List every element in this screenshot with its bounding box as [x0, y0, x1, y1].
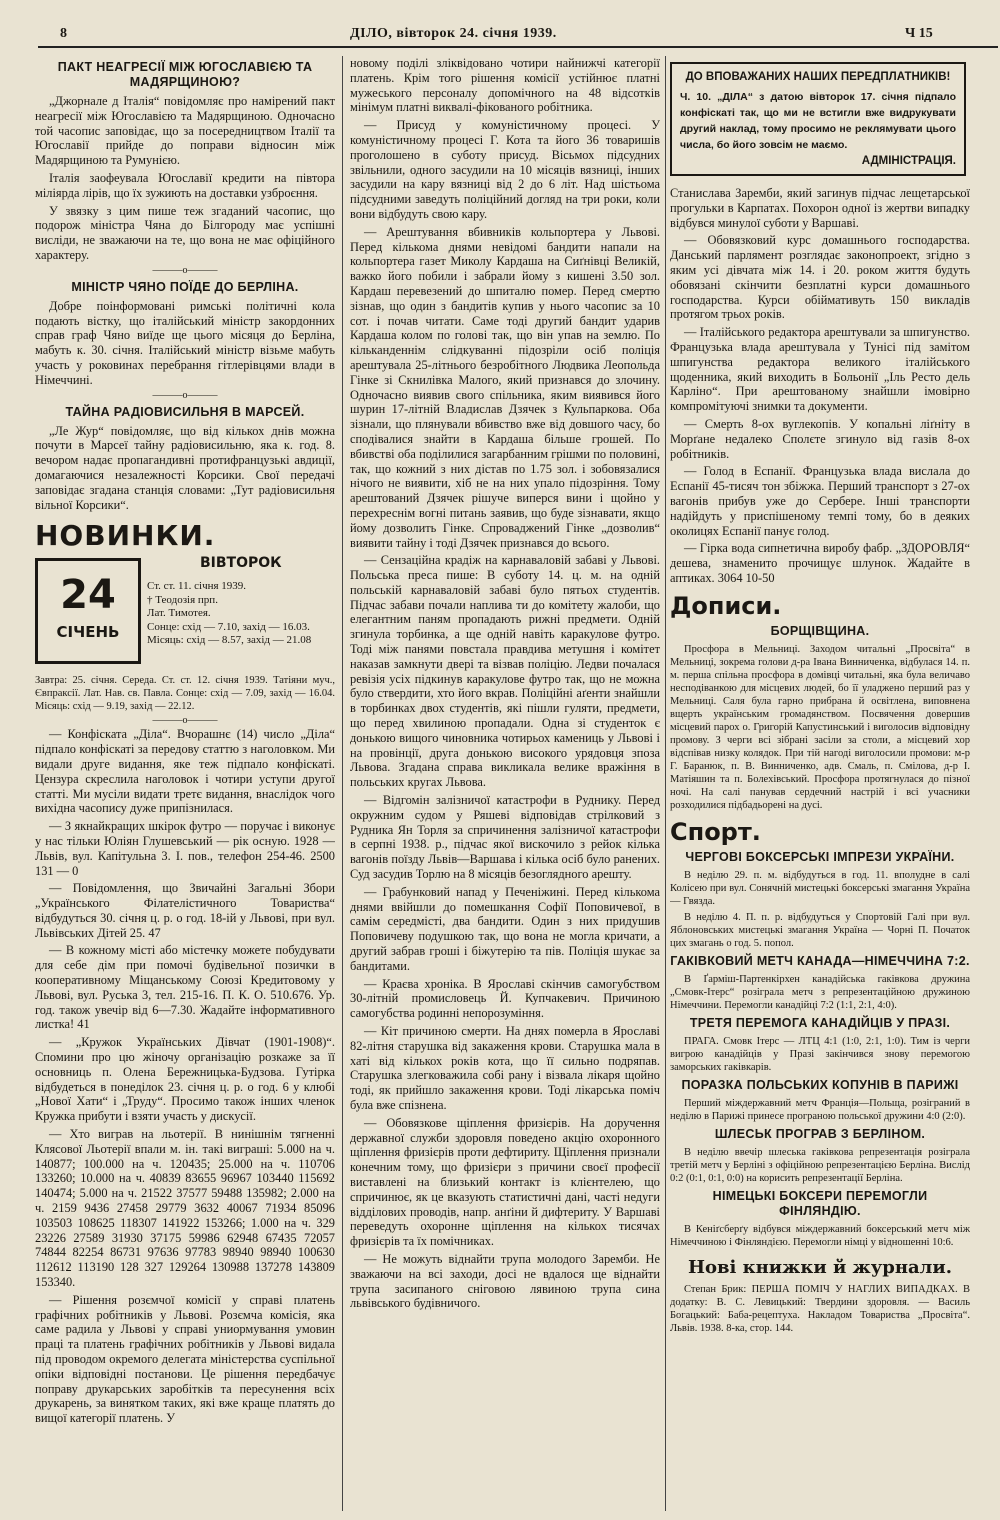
- news-item: — Арештування вбивників кольпортера у Львові. Перед кількома днями невідомі бандити напали на кольпортера газет Миколу Кардаша на Сиґнівці Великій, важко його побили і забрали йому з кишені 3.50 зол. Кардаш перевезений до шпиталю помер. Перед смертю зізнав, що один з бандитів купив у нього часопис за 10 сот. і почав читати. Саме тоді другий бандит ударив Кардаша колом по голові так, що він упав на землю. По кільканденнім слідкуванні підозріли осіб поліція арештувала 25-літнього безробітного Людвика Леопольда Гінке зі Скнилівка Малого, який признався до злочину. Одночасно виявив свого спільника, яким виявився його шурин 17-літній Владислав Дзячек з Кульпаркова. Оба зізнали, що плянували вбивство вже від довшого часу, бо сподівалися знайти в Кардаша більше грошей. По вбивстві оба поділилися загарбанним грішми по половині, так, що кожний з них дістав по 1.75 зол. і зобовязалися нічого не виявити, хіб не на них упало підозріння. Тому арештований Дзячек рішуче виперся вини і щойно у перехреснім вогні питань заявив, що буде зізнавати, якщо йому дозволить Гінке. Спроваджений Гінке „дозволив“ виявити тайну і тоді Дзячек признався до всього.: [350, 224, 660, 550]
- issue-number: Ч 15: [905, 26, 933, 41]
- news-item: — Обовязкове щіплення фризієрів. На доручення державної служби здоровля поведено акцію охоронного щіплення фризієрів проти дефтириту. Щіплення признали конечним тому, що фризієри з причини своєї професії виставлені на близький контакт із клієнтелею, що спричинює, як це вказують статистичні дані, часті недуги відділових проводів, напр. анґіни й дифтериту. У Варшаві переведуть охоронне щіплення на кількох тисячах фризієрів та їх помічниках.: [350, 1115, 660, 1249]
- calendar-line: Ст. ст. 11. січня 1939.: [147, 580, 247, 593]
- sport-paragraph: Перший міждержавний метч Франція—Польща, розіграний в неділю в Парижі принесе програною польської дружини 4:0 (2:0).: [670, 1097, 970, 1122]
- column-divider: [342, 56, 343, 1511]
- article-headline: ПАКТ НЕАГРЕСІЇ МІЖ ЮГОСЛАВІЄЮ ТА МАДЯРЩИНОЮ?: [57, 60, 313, 89]
- calendar-line: Місяць: схід — 8.57, захід — 21.08: [147, 634, 312, 647]
- date-month: СІЧЕНЬ: [56, 623, 120, 642]
- sport-headline: ТРЕТЯ ПЕРЕМОГА КАНАДІЙЦІВ У ПРАЗІ.: [689, 1015, 951, 1030]
- news-item: — Голод в Еспанії. Французька влада вислала до Еспанії 45-тисяч тон збіжжа. Перший транспорт з 27-ох вагонів прибув уже до Сербере. Інші транспорти надійдуть у приспішеному темпі тому, бо в деяких околицях Еспанії панує голод.: [670, 464, 970, 538]
- calendar-line: Лат. Тимотея.: [147, 607, 211, 620]
- calendar-line: Сонце: схід — 7.10, захід — 16.03.: [147, 620, 310, 633]
- page-header: [0, 0, 1000, 48]
- news-item: — Не можуть віднайти трупа молодого Заремби. Не зважаючи на всі заходи, досі не вдалося ще віднайти трупа засипаного сніговою лявиною трупа сина львівського будівничого.: [350, 1251, 660, 1311]
- sport-headline: ЧЕРГОВІ БОКСЕРСЬКІ ІМПРЕЗИ УКРАЇНИ.: [685, 849, 955, 864]
- sport-headline: ШЛЕСЬК ПРОГРАВ З БЕРЛІНОМ.: [714, 1126, 926, 1141]
- article-paragraph: „Джорнале д Італія“ повідомляє про намірений пакт неагресії між Югославією та Мадярщиною. Одночасно той часопис заповідає, що за посередництвом Італії та Югославії прийде до поправи відносин між Мадярщиною та Румунією.: [35, 94, 335, 168]
- news-item: Станислава Заремби, який загинув підчас лещетарської прогульки в Карпатах. Похорон одної із жертви випадку відбувся минулої суботи у Варшаві.: [670, 186, 970, 230]
- sport-headline: ГАКІВКОВИЙ МЕТЧ КАНАДА—НІМЕЧЧИНА 7:2.: [670, 953, 970, 968]
- sport-headline: ПОРАЗКА ПОЛЬСЬКИХ КОПУНІВ В ПАРИЖІ: [681, 1077, 959, 1092]
- separator: ———o———: [152, 264, 218, 276]
- news-item: — Грабунковий напад у Печеніжині. Перед кількома днями ввійшли до помешкання Софії Поповичевої, в самім середмісті, два бандити. Один з них придушив Поповичеву подушкою так, що вона не могла кричати, а другий забрав гроші і біжутерію та пів. Поліція шукає за бандитами.: [350, 884, 660, 973]
- news-item: — Рішення розємчої комісії у справі платень графічних робітників у Львові. Розємча комісія, яка саме радила у Львові у справі униормування умовин праці та платень графічних робітників у Львові видала під проводом окремого делегата міністерства суспільної опіки відповідні постанови. Це рішення передбачує поправу друкарських заробітків та пересунення всіх друкарень, за винятком таких, які вже краще платять до вищої категорії платень. У: [35, 1292, 335, 1426]
- section-title-dopysy: Дописи.: [670, 591, 782, 620]
- masthead: ДІЛО, вівторок 24. січня 1939.: [350, 26, 557, 41]
- news-item: — Повідомлення, що Звичайні Загальні Збори „Українського Філателістичного Товариства“ відбудуться 30. січня ц. р. о год. 18-ій у Львові, при вул. Львівських Дітей 25. 47: [35, 881, 335, 940]
- article-headline: МІНІСТР ЧЯНО ПОЇДЕ ДО БЕРЛІНА.: [71, 279, 299, 294]
- column-2: [350, 56, 660, 1516]
- subscriber-notice: [670, 62, 966, 176]
- separator: ———o———: [152, 715, 218, 727]
- news-item: — Присуд у комуністичному процесі. У комуністичному процесі Г. Кота та його 36 товаришів проголошено в суботу присуд. Вісьмох підсудних звільнили, одного засудили на 10 місяців вязниці, інших засудили на кару вязниці від 2 до 6 літ. Над шістьома підсудними заведуть поліційний догляд на три роки, коли вони відбудуть свою кару.: [350, 118, 660, 221]
- news-item: — Краєва хроніка. В Ярославі скінчив самогубством 30-літній промисловець Й. Купчакевич. Причиною самогубства родинні непорозуміння.: [350, 976, 660, 1021]
- news-item: — „Кружок Українських Дівчат (1901-1908)“. Спомини про цю жіночу організацію розкаже за її основниць п. Олена Бережницька-Будзова. Гутірка відбудеться в понеділок 23. січня ц. р. о год. 6 у клюбі „Нової Хати“ і „Труду“. Просимо також інших членок Кружка прибути і взяти участь у дискусії.: [35, 1035, 335, 1124]
- column-1: [35, 56, 335, 1516]
- weekday: ВІВТОРОК: [200, 555, 282, 572]
- notice-title: ДО ВПОВАЖАНИХ НАШИХ ПЕРЕДПЛАТНИКІВ!: [685, 71, 951, 83]
- sport-paragraph: ПРАГА. Смовк Ітерс — ЛТЦ 4:1 (1:0, 2:1, 1:0). Тим із черги вигрою канадійців у Празі закінчився знову перемогою заморських гаківкарів.: [670, 1035, 970, 1073]
- date-day: 24: [60, 572, 116, 619]
- news-item: — Кіт причиною смерти. На днях померла в Ярославі 82-літня старушка від закаження крови. Старушка мала в хаті від кількох років кота, що її сильно подряпав. Старушка злегковажила собі рану і візвала лікаря щойно тоді, як прийшло закаження крови. Тоді лікарська поміч була вже спізнена.: [350, 1024, 660, 1112]
- news-item: — Італійського редактора арештували за шпигунство. Французька влада арештувала у Тунісі під замітом шпигунства редактора великого італійського щоденника, який виходить в Больонії „Іль Ресто дель Карліно“. При арештованому знайшли імовірно компромітуючі знимки та документи.: [670, 325, 970, 414]
- article-paragraph: „Ле Жур“ повідомляє, що від кількох днів можна почути в Марсеї тайну радіовисильню, яка к. год. 8. вечором надає пропагандивні протифранцузькі авдиції, домагаючися незалежності Корсики. Свої передачі заповідає згадана станція словами: „Тут радіовисильня вільної Корсики“.: [35, 423, 335, 512]
- section-title-sport: Спорт.: [670, 817, 761, 846]
- news-item: — Обовязковий курс домашнього господарства. Данський парлямент розглядає законопроект, згідно з яким усі дівчата між 14. і 20. роком життя будуть обовязані скінчити безплатні курси домашнього господарства. Курси обіймативуть 150 викладів протягом трьох років.: [670, 233, 970, 322]
- article-paragraph: Просфора в Мельниці. Заходом читальні „Просвіта“ в Мельниці, зокрема голови д-ра Івана Винниченка, відбулася 14. п. м. перша спільна просфора в домівці читальні, яка була величаво несподіванкою для місцевих людей, бо її уладжено перший раз у Мельниці. Саля була гарно прибрана й освітлена, виповнена вщерть українським громадянством. Посвячення довершив місцевий парох о. Григорій Капустинський і виголосив відповідну промову. З черги всі зібрані засіли за столи, а місцевий хор відспівав низку колядок. При тій нагоді виголосили промови: м-р Г. Баранюк, п. В. Винниченко, адв. Смаль, п. Смілова, д-р І. Матіяшин та п. Болехівський. Просфора протягнулася до пізної ночі. На салі панував сердечний настрій і всі учасники розходилися підбадьорені на дусі.: [670, 643, 970, 811]
- column-3: [670, 56, 970, 1516]
- news-item: — Відгомін залізничої катастрофи в Руднику. Перед окружним судом у Ряшеві відповідав стрілковий з Рудника Ян Торля за спричинення залізничої катастрофи в серпні 1938. р., підчас якої вискочило з рейок кілька вагонів поїзду Львів—Варшава і кілька осіб було ранених. Суд засудив Торлю на 8 місяців безоглядного арешту.: [350, 793, 660, 882]
- article-paragraph: У звязку з цим пише теж згаданий часопис, що подорож міністра Чяна до Білгороду має успішні висліди, не зважаючи на те, що вона не має офіційного характеру.: [35, 203, 335, 262]
- news-item: — Хто виграв на льотерії. В нинішнім тягненні Клясової Льотерії впали м. ін. такі виграші: 5.000 на ч. 140877; 100.000 на ч. 120435; 25.000 на ч. 110706 133260; 10.000 на ч. 40839 83655 96967 103440 115692 140474; 5.000 на ч. 21522 37577 59488 135982; 2.000 на ч. 2159 9436 27458 29779 3632 40067 71934 85096 103503 108625 118307 141922 153266; 1.000 на ч. 329 23226 27589 31930 37175 59986 62948 67435 72057 74844 82254 86731 97636 97783 98940 98940 100630 112612 113190 128 327 129264 130988 137278 143809 153340.: [35, 1127, 335, 1290]
- article-headline: БОРЩІВЩИНА.: [770, 623, 870, 638]
- notice-signature: АДМІНІСТРАЦІЯ.: [861, 155, 956, 167]
- sport-paragraph: В неділю ввечір шлеська гаківкова репрезентація розіграла третій метч у Берліні з офіційною репрезентацією Берліна. Вислід 0:2 (0:1, 0:1, 0:0) на корисить репрезентації Берліна.: [670, 1146, 970, 1184]
- sport-paragraph: В неділю 29. п. м. відбудуться в год. 11. вполудне в салі Колісею при вул. Сонячній мистецькі боксерські змагання Україна — Гвязда.: [670, 869, 970, 907]
- calendar-box: [35, 555, 335, 670]
- news-item: — З якнайкращих шкірок футро — поручає і виконує у нас тільки Юліян Глушевський — рік осную. 1928 — Львів, вул. Капітульна 3. І. пов., телефон 254-46. 2500 131 — 0: [35, 819, 335, 878]
- news-item: — В кожному місті або містечку можете побудувати для себе дім при помочі будівельної позички в кооперативному Міщанському Союзі Кредитовому у Львові, вул. Руська 3, тел. 215-16. П. К. О. 510.676. Ур. год. також увечір від 6—7.30. Жадайте інформативного листка! 41: [35, 943, 335, 1032]
- separator: ———o———: [152, 389, 218, 401]
- sport-paragraph: В Ґарміш-Партенкірхен канадійська гаківкова дружина „Смовк-Ітерс“ розіграла метч з репрезентаційною дружиною Німеччини. Перемогли канадійці 7:2 (1:1, 2:1, 4:0).: [670, 973, 970, 1011]
- calendar-line: † Теодозія прп.: [147, 593, 218, 606]
- section-title-novynky: НОВИНКИ.: [35, 519, 216, 553]
- section-title-books: Нові книжки й журнали.: [688, 1256, 952, 1278]
- news-item: — Конфіската „Діла“. Вчорашнє (14) число „Діла“ підпало конфіскаті за передову статтю з наголовком. Ми видали друге видання, яке теж підпало конфіскаті. Цензура скреслила наголовок і чотири уступи другої статті. Ми мусіли видати третє видання, внаслідок чого вихідна часопису дуже припізнилася.: [35, 727, 335, 816]
- book-listing: Степан Брик: ПЕРША ПОМІЧ У НАГЛИХ ВИПАДКАХ. В додатку: В. С. Левицький: Твердини здоровля. — Василь Богацький: Баба-рецептуха. Накладом Товариства „Просвіта“. Львів. 1938. 8-ка, стор. 144.: [670, 1283, 970, 1334]
- news-item: — Сензаційна крадіж на карнаваловій забаві у Львові. Польська преса пише: В суботу 14. ц. м. на одній польській карнаваловій забаві було пятьох студентів. Підчас забави почали наплива ти до комітету жалоби, що елегантним паням пропадають рижні предмети. Одній згинула торбинка, а ще одній навіть каракулове футро. Тоді між панями повстала правдива метушня і комітет наказав замкнути двері та візвав поліцію. Ледви почалася ревізія усіх підкинув каракулове футро так, що не можна було ствердити, хто його вкрав. Поліційні аґенти знайшли в торбинках двох студентів, які пішли гуляти, предмети, що перед хвилиною пропадали. Одна зі студенток є донькою вищого чиновника чотирьох камениць у Львові і на провінції, друга донькою високого урядовця зпоза Львова. Згадана справа викликала велике вражіння в польських кругах Львова.: [350, 553, 660, 790]
- news-item: — Смерть 8-ох вуглекопів. У копальні ліґніту в Морґане недалеко Сполєте згинуло від газів 8-ох робітників.: [670, 416, 970, 461]
- article-headline: ТАЙНА РАДІОВИСИЛЬНЯ В МАРСЕЙ.: [65, 404, 305, 419]
- article-paragraph: Добре поінформовані римські політичні кола подають вістку, що італійський міністр закордонних справ граф Чяно виїде ще цього місяця до Берліна, мабуть к. 30. січня. Італійський міністр візьме мабуть участь у роковинах перебрання гітлерівцями влади в Німеччині.: [35, 298, 335, 387]
- sport-paragraph: В неділю 4. П. п. р. відбудуться у Спортовій Галі при вул. Яблоновських мистецькі змагання Україна — Чорні П. Початок цих змагань о год. 5. попол.: [670, 911, 970, 949]
- page-number: 8: [60, 26, 67, 41]
- calendar-info: [147, 580, 335, 648]
- header-rule: [38, 46, 998, 48]
- article-paragraph: Італія заофеувала Югославії кредити на півтора міліярда лірів, що їх зужиють на доставки узброєння.: [35, 170, 335, 200]
- sport-paragraph: В Кеніґсберґу відбувся міждержавний боксерський метч між Німеччиною і Фінляндією. Перемогли німці у відношенні 10:6.: [670, 1223, 970, 1248]
- sport-headline: НІМЕЦЬКІ БОКСЕРИ ПЕРЕМОГЛИ ФІНЛЯНДІЮ.: [712, 1188, 928, 1218]
- tomorrow-info: Завтра: 25. січня. Середа. Ст. ст. 12. січня 1939. Татіяни муч., Євпраксії. Лат. Нав. св. Павла. Сонце: схід — 7.09, захід — 16.04. Місяць: схід — 9.19, захід — 22.12.: [35, 675, 335, 713]
- column-divider: [665, 56, 666, 1511]
- news-item: новому поділі зліквідовано чотири найнижчі категорії платень. Крім того рішення комісії устійнює платні мужеського персоналу допомічного на 48 відсотків мінімум платні виквалі-фікованого робітника.: [350, 56, 660, 115]
- notice-body: Ч. 10. „ДІЛА“ з датою вівторок 17. січня підпало конфіскаті так, що ми не встигли вже видрукувати другий наклад, тому просимо не реклямувати цього числа, бо його зовсім не маємо.: [680, 91, 956, 151]
- advertisement: — Гірка вода сипнетична виробу фабр. „ЗДОРОВЛЯ“ дешева, знаменито прочищує шлунок. Жадайте в аптиках. 3064 10-50: [670, 541, 970, 585]
- date-badge: [35, 558, 141, 664]
